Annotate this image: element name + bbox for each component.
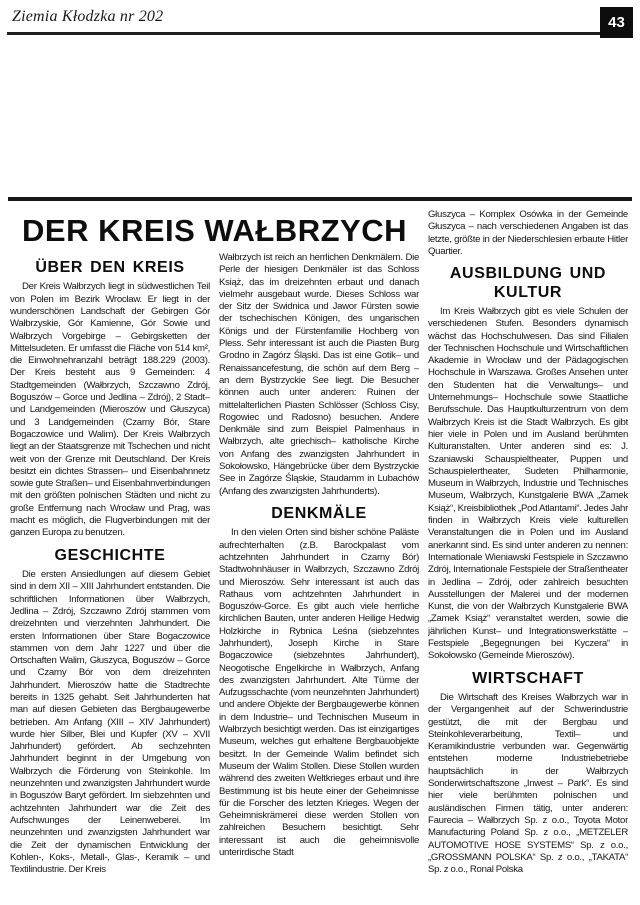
article-body bbox=[0, 209, 640, 905]
paragraph: In den vielen Orten sind bisher schöne Paläste aufrechterhalten (z.B. Barockpalast vom achtzehnten Jahrhundert in Czarny Bór) Stadtwohnhäuser in Wałbrzych, Szczawno Zdrój und Mieroszów. Sehr interessant ist auch das Rathaus vom achtzehnten Jahrhundert in Boguszów-Gorce. Es gibt auch viele herrliche kirchlichen Bauten, unter anderen Heilige Hedwig Holzkirche in Rybnica Leśna (siebzehntes Jahrhundert), Joseph Kirche in Stare Bogaczowice (siebzehntes Jahrhundert), Neogotische Engelkirche in Wałbrzych, Anfang des zwanzigsten Jahrhundert. Alte Türme der Aufzugsschachte (vom neunzehnten Jahrhundert) und andere Objekte der Bergbaugewerbe können in dem Industrie– und Technischen Museum in Wałbrzych besichtigt werden. Das ist einzigartiges Museum, welches gut erhaltene Bergbauobjekte besitzt. In der Gemeinde Walim befindet sich Museum der Walim Stollen. Diese Stollen wurden während des zweiten Weltkrieges erbaut und ihre Bestimmung ist bis heute einer der Geheimnisse für die Forscher des letzten Krieges. Wegen der Geheimniskrämerei diese werden Stollen von zahlreichen Besuchern besichtigt. Sehr interessant ist auch die geheimnisvolle unterirdische Stadt bbox=[219, 527, 419, 859]
article-title: DER KREIS WAŁBRZYCH bbox=[22, 213, 407, 248]
paragraph: Wałbrzych ist reich an herrlichen Denkmälern. Die Perle der hiesigen Denkmäler ist das Schloss Książ, das im dreizehnten erbaut und danach vielmehr ausgebaut wurde. Dieses Schloss war der Sitz der Swidnica und Jawor Fürsten sowie der tschechischen Königen, des ungarischen Königs und der Fürstenfamilie Hochberg von Pless. Sehr interessant ist auch die Piasten Burg Grodno in Zagórz Śląski. Das ist eine Gotik– und Renaissancefestung, die schön auf dem Berg – an dem Bystrzyckie See liegt. Die Besucher können auch unter anderen: Ruinen der mittelalterlichen Piasten Schlösser (Schloss Cisy, Rogowiec und Radosno) besuchen. Andere Denkmäle sind zum Beispiel Palmenhaus in Wałbrzych, alte griechisch– katholische Kirche von Anfang des zwanzigsten Jahrhundert in Sokołowsko, Hängebrücke über dem Bystrzyckie See in Zagórze Śląskie, Staudamm in Lubachów (Anfang des zwanzigsten Jahrhunderts). bbox=[219, 252, 419, 497]
header-rule bbox=[7, 32, 633, 35]
paragraph: Die Wirtschaft des Kreises Wałbrzych war in der Vergangenheit auf der Schwerindustrie gestützt, die mit der Bergbau und Steinkohleverarbeitung, Textil– und Keramikindustrie verbunden war. Gegenwärtig entstehen moderne Industriebetriebe hauptsächlich in der Wałbrzych Sonderwirtschaftszone „Inwest – Park“. Es sind hier viele berühmten polnischen und ausländischen Firmen tätig, unter anderen: Faurecia – Wałbrzych Sp. z o.o., Toyota Motor Manufacturing Poland Sp. z o.o., „METZELER AUTOMOTIVE HOSE SYSTEMS“ Sp. z o.o., „GROSSMANN POLSKA“ Sp. z o.o., „TAKATA“ Sp. z o.o., Ronal Polska bbox=[428, 691, 628, 876]
paragraph: Der Kreis Wałbrzych liegt in südwestlichen Teil von Polen im Bezirk Wrocław. Er liegt in der wunderschönen Landschaft der Gebirgen Gór Wałbrzyskie, Gór Kamienne, Gór Sowie und Wałbrzych Vorgebirge – Gebirgsketten der Mittelsudeten. Er umfasst die Fläche von 514 km², die Einwohnehranzahl beträgt 188.229 (2003). Der Kreis besteht aus 9 Gemeinden: 4 Stadtgemeinden (Wałbrzych, Szczawno Zdrój, Boguszów – Gorce und Jedlina – Zdrój), 2 Stadt– und Landgemeinden (Mieroszów und Głuszyca) und 3 Landgemeinden (Czarny Bór, Stare Bogaczowice und Walim). Der Kreis Wałbrzych liegt an der Staatsgrenze mit Tschechen und nicht weit von der Grenze mit Deutschland. Der Kreis besitzt ein dichtes Strassen– und Eisenbahnnetz sowie gute Straßen– und Eisenbahnverbindungen mit den größten polnischen Städten und nicht zu große Entfernung nach Wrocław und Prag, was macht es möglich, die Flugverbindungen mit der ganzen Europa zu benutzen. bbox=[10, 281, 210, 539]
section-heading: GESCHICHTE bbox=[54, 546, 166, 564]
page-number-badge: 43 bbox=[600, 7, 633, 38]
article-top-rule bbox=[8, 197, 632, 201]
column-3 bbox=[428, 209, 628, 905]
journal-title: Ziemia Kłodzka nr 202 bbox=[12, 8, 164, 25]
column-2 bbox=[219, 252, 419, 876]
column-1 bbox=[10, 252, 210, 876]
column-row bbox=[10, 252, 419, 876]
left-two-column-block bbox=[10, 209, 419, 905]
page-header bbox=[7, 0, 633, 38]
paragraph: Die ersten Ansiedlungen auf diesem Gebiet sind in dem XII – XIII Jahrhundert entstanden. Die schriftlichen Informationen über Wałbrzych, Jedlina – Zdrój, Szczawno Zdrój stammen vom dreizehnten und vierzehnten Jahrhundert. Die ersten Informationen über Stare Bogaczowice stammen von dem Jahr 1227 und über die Ortschaften Walim, Głuszyca, Boguszów – Gorce und Czarny Bór von dem dreizehnten Jahrhundert. Mieroszów hatte die Stadtrechte bereits in 1325 gehabt. Seit Jahrhunderten hat man auf diesen Gebieten das Bergbaugewerbe betrieben. Am Anfang (XIII – XIV Jahrhundert) wurde hier Silber, Blei und Kupfer (XV – XVII Jahrhundert) gefördert. Ab sechzehnten Jahrhundert beginnt in der Umgebung von Wałbrzych die Förderung von Steinkohle. Im neunzehnten und zwanzigsten Jahrhundert wurde in Boguszów Baryt gefördert. Im siebzehnten und achtzehnten Jahrhundert war die Zeit des Aufschwunges der Leinenweberei. Im neunzehnten und zwanzigsten Jahrhundert war die Zeit der dynamischen Entwicklung der Kohlen-, Koks-, Metall-, Glas-, Keramik – und Textilindustrie. Der Kreis bbox=[10, 569, 210, 876]
section-heading: AUSBILDUNG UND KULTUR bbox=[449, 265, 607, 301]
paragraph: Im Kreis Wałbrzych gibt es viele Schulen der verschiedenen Stufen. Besonders dynamisch wächst das Hochschulwesen. Das sind Filialen der Technischen Hochschule und Wirtschaftlichen Akademie in Wrocław und der Pädagogischen Hochschule in Warszawa. Großes Ansehen unter den Studenten hat die Verwaltungs– und Unternehmungs– Hochschule sowie Staatliche Berufsschule. Das Hauptkulturzentrum von dem Wałbrzych Kreis ist die Stadt Wałbrzych. Es gibt hier viele in Polen und im Ausland berühmten Kulturanstalten. Unter anderen sind es: J. Szaniawski Schauspieltheater, Puppen und Schauspielertheater, Sudeten Philharmonie, Museum in Wałbrzych, Industrie und Technisches Museum, Wałbrzych, Kunstgalerie BWA „Zamek Książ“, Kreisbibliothek „Pod Atlantami“. Jedes Jahr finden in Wałbrzych Kreis viele kulturellen Veranstaltungen die in Polen und im Ausland anerkannt sind. Es sind unter anderen zu nennen: Internationale Wieniawski Festspiele in Szczawno Zdrój, Internationale Festspiele der Straßentheater in Jedlina – Zdrój, oder zahlreich besuchten Ausstellungen der Malerei und der modernen Kunst, die von der Wałbrzych Kunstgalerie BWA „Zamek Książ“ veranstaltet werden, sowie die jährlichen Kunst– und Integrationswerkstätte – Festspiele „Begegnungen bei Kyczera“ in Sokołowsko (Gemeinde Mieroszów). bbox=[428, 305, 628, 662]
paragraph: Głuszyca – Komplex Osówka in der Gemeinde Głuszyca – nach verschiedenen Angaben ist das letzte, größte in der Niederschlesien erbaute Hitler Quartier. bbox=[428, 209, 628, 257]
section-heading: DENKMÄLE bbox=[271, 504, 367, 522]
section-heading: WIRTSCHAFT bbox=[472, 669, 584, 687]
section-heading: ÜBER DEN KREIS bbox=[35, 259, 185, 276]
